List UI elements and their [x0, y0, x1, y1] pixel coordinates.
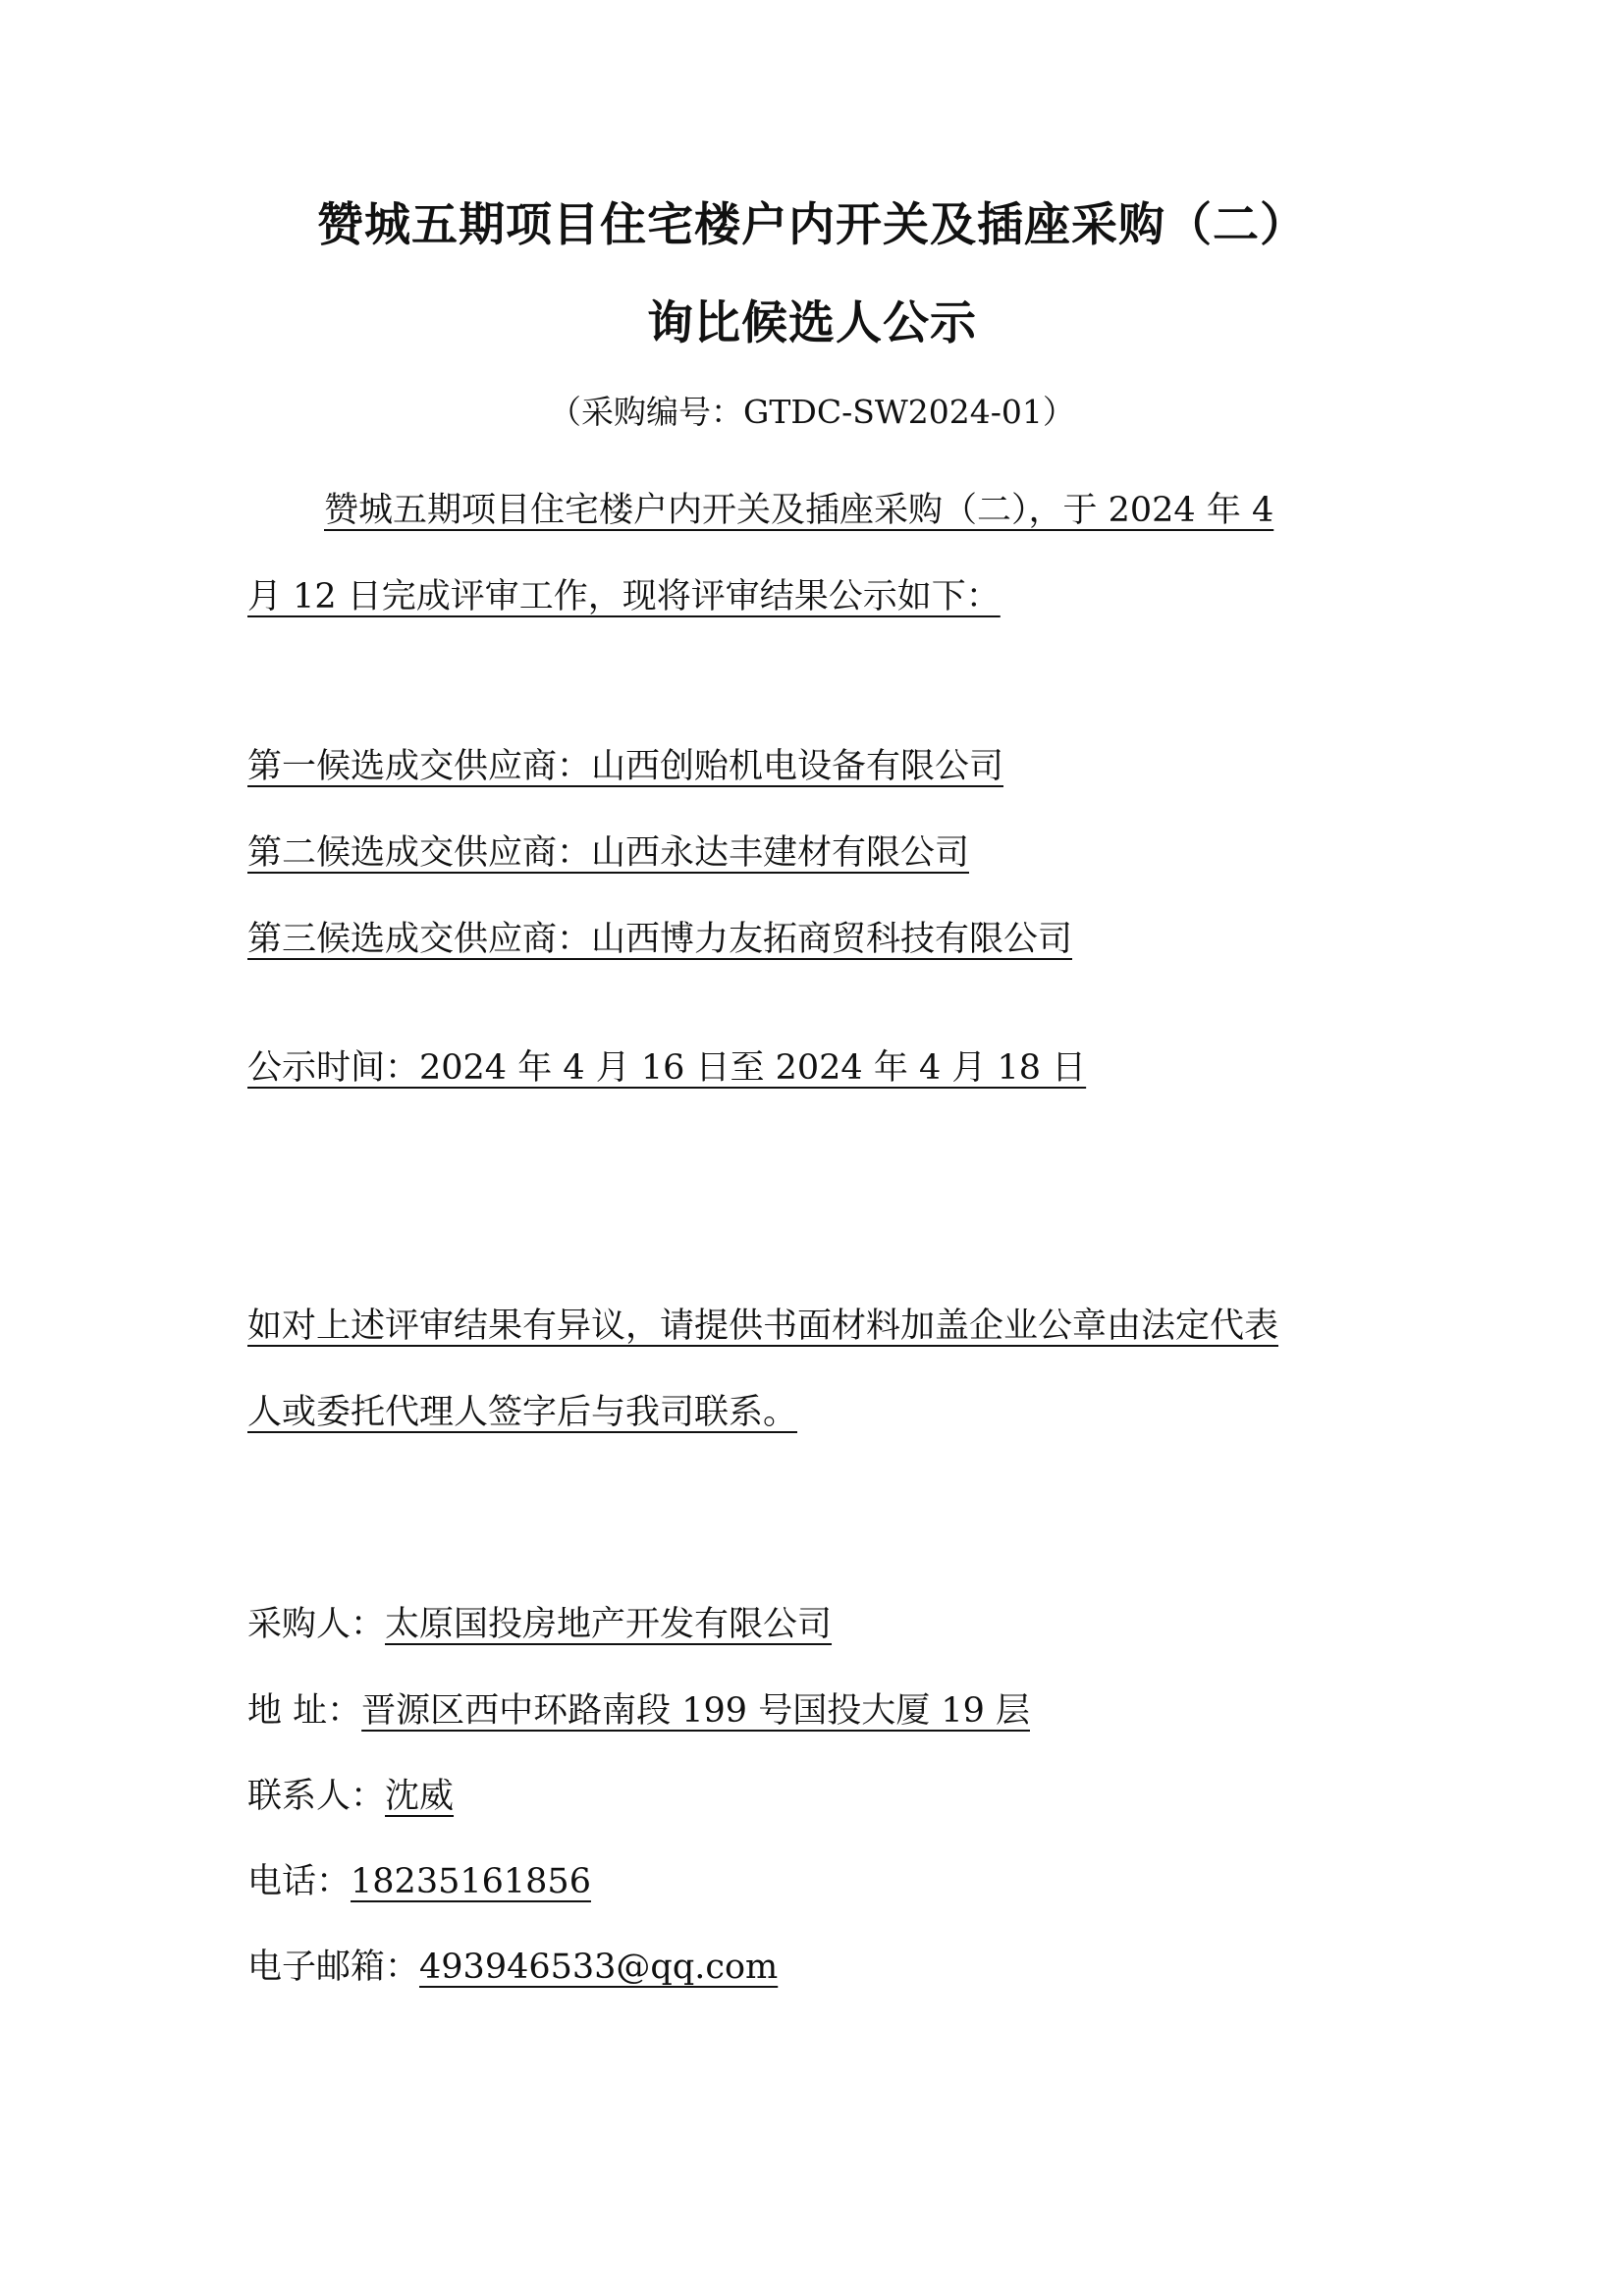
- email-label: 电子邮箱：: [247, 1948, 420, 1987]
- phone-label: 电话：: [247, 1862, 352, 1901]
- contact-person-value: 沈威: [385, 1777, 455, 1816]
- objection-line-2: 人或委托代理人签字后与我司联系。: [247, 1393, 798, 1432]
- purchaser-row: [247, 1601, 832, 1648]
- candidate-second: 第二候选成交供应商：山西永达丰建材有限公司: [247, 833, 970, 873]
- notice-title-line-2: 询比候选人公示: [647, 296, 977, 350]
- candidate-first: 第一候选成交供应商：山西创贻机电设备有限公司: [247, 747, 1004, 786]
- notice-title-line-1: 赞城五期项目住宅楼户内开关及插座采购（二）: [317, 198, 1307, 252]
- intro-line-1: 赞城五期项目住宅楼户内开关及插座采购（二），于 2024 年 4: [324, 491, 1274, 530]
- purchaser-value: 太原国投房地产开发有限公司: [385, 1605, 833, 1644]
- contact-person-row: [247, 1773, 454, 1820]
- intro-line-2: 月 12 日完成评审工作，现将评审结果公示如下：: [247, 577, 1001, 616]
- contact-person-label: 联系人：: [247, 1777, 386, 1816]
- candidate-third: 第三候选成交供应商：山西博力友拓商贸科技有限公司: [247, 920, 1073, 959]
- email-value: 493946533@qq.com: [419, 1948, 779, 1987]
- purchaser-label: 采购人：: [247, 1605, 386, 1644]
- email-row: [247, 1944, 778, 1991]
- publicity-period: 公示时间：2024 年 4 月 16 日至 2024 年 4 月 18 日: [247, 1048, 1087, 1088]
- phone-value: 18235161856: [351, 1862, 591, 1901]
- phone-row: [247, 1858, 591, 1905]
- address-row: [247, 1687, 1030, 1735]
- address-label: 地 址：: [247, 1691, 362, 1731]
- objection-line-1: 如对上述评审结果有异议，请提供书面材料加盖企业公章由法定代表: [247, 1307, 1279, 1346]
- procurement-code: （采购编号：GTDC-SW2024-01）: [549, 393, 1075, 431]
- address-value: 晋源区西中环路南段 199 号国投大厦 19 层: [361, 1691, 1030, 1731]
